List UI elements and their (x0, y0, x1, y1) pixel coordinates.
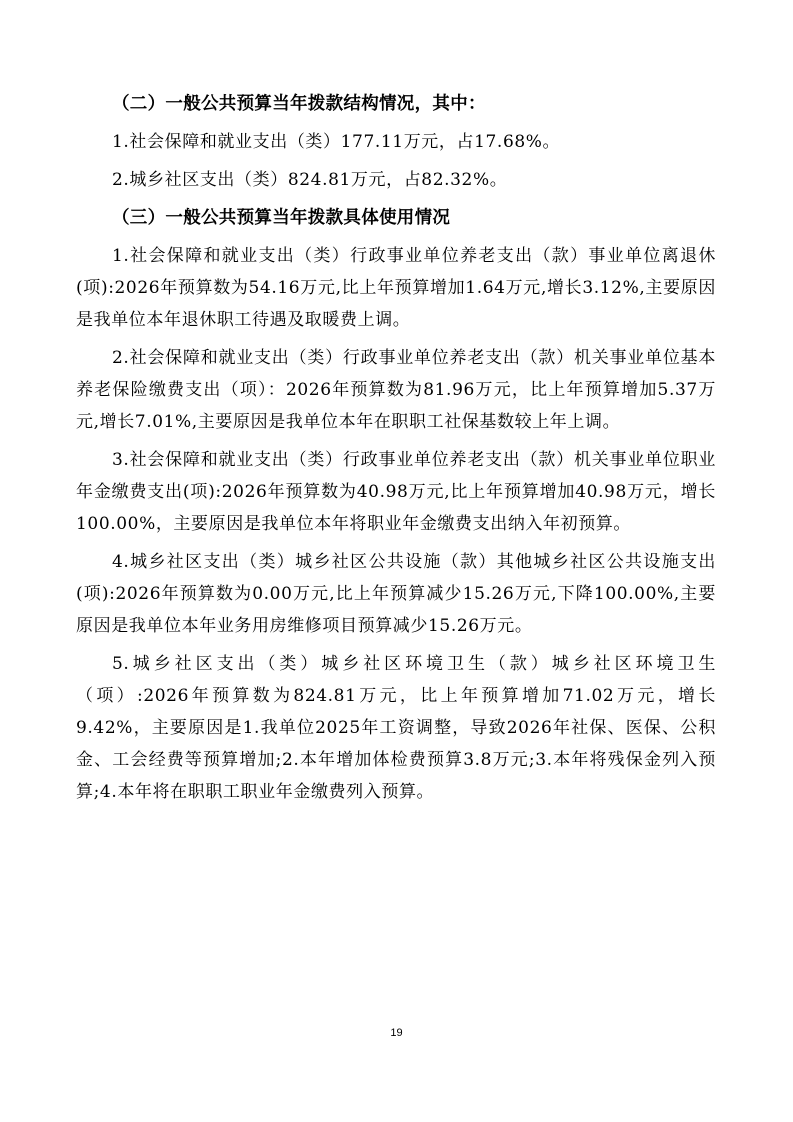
usage-item-occupational-annuity: 3.社会保障和就业支出（类）行政事业单位养老支出（款）机关事业单位职业年金缴费支出(项):2026年预算数为40.98万元,比上年预算增加40.98万元，增长100.00%，主要原因是我单位本年将职业年金缴费支出纳入年初预算。 (76, 450, 716, 534)
structure-item-social-security: 1.社会保障和就业支出（类）177.11万元，占17.68%。 (112, 132, 561, 152)
document-body (76, 88, 716, 814)
usage-item-public-facilities: 4.城乡社区支出（类）城乡社区公共设施（款）其他城乡社区公共设施支出(项):2026年预算数为0.00万元,比上年预算减少15.26万元,下降100.00%,主要原因是我单位本年业务用房维修项目预算减少15.26万元。 (76, 552, 716, 636)
usage-item-pension-insurance: 2.社会保障和就业支出（类）行政事业单位养老支出（款）机关事业单位基本养老保险缴费支出（项）：2026年预算数为81.96万元，比上年预算增加5.37万元,增长7.01%,主要原因是我单位本年在职职工社保基数较上年上调。 (76, 348, 716, 432)
usage-item-retirement: 1.社会保障和就业支出（类）行政事业单位养老支出（款）事业单位离退休(项):2026年预算数为54.16万元,比上年预算增加1.64万元,增长3.12%,主要原因是我单位本年退休职工待遇及取暖费上调。 (76, 246, 716, 330)
page-number: 19 (390, 1027, 403, 1039)
section-heading-allocation-structure: （二）一般公共预算当年拨款结构情况，其中： (112, 94, 486, 114)
usage-item-environmental-sanitation: 5.城乡社区支出（类）城乡社区环境卫生（款）城乡社区环境卫生（项）:2026年预算数为824.81万元，比上年预算增加71.02万元，增长9.42%，主要原因是1.我单位2025年工资调整，导致2026年社保、医保、公积金、工会经费等预算增加;2.本年增加体检费预算3.8万元;3.本年将残保金列入预算;4.本年将在职职工职业年金缴费列入预算。 (76, 654, 716, 802)
section-heading-allocation-usage: （三）一般公共预算当年拨款具体使用情况 (112, 208, 451, 228)
structure-item-urban-rural: 2.城乡社区支出（类）824.81万元，占82.32%。 (112, 170, 508, 190)
